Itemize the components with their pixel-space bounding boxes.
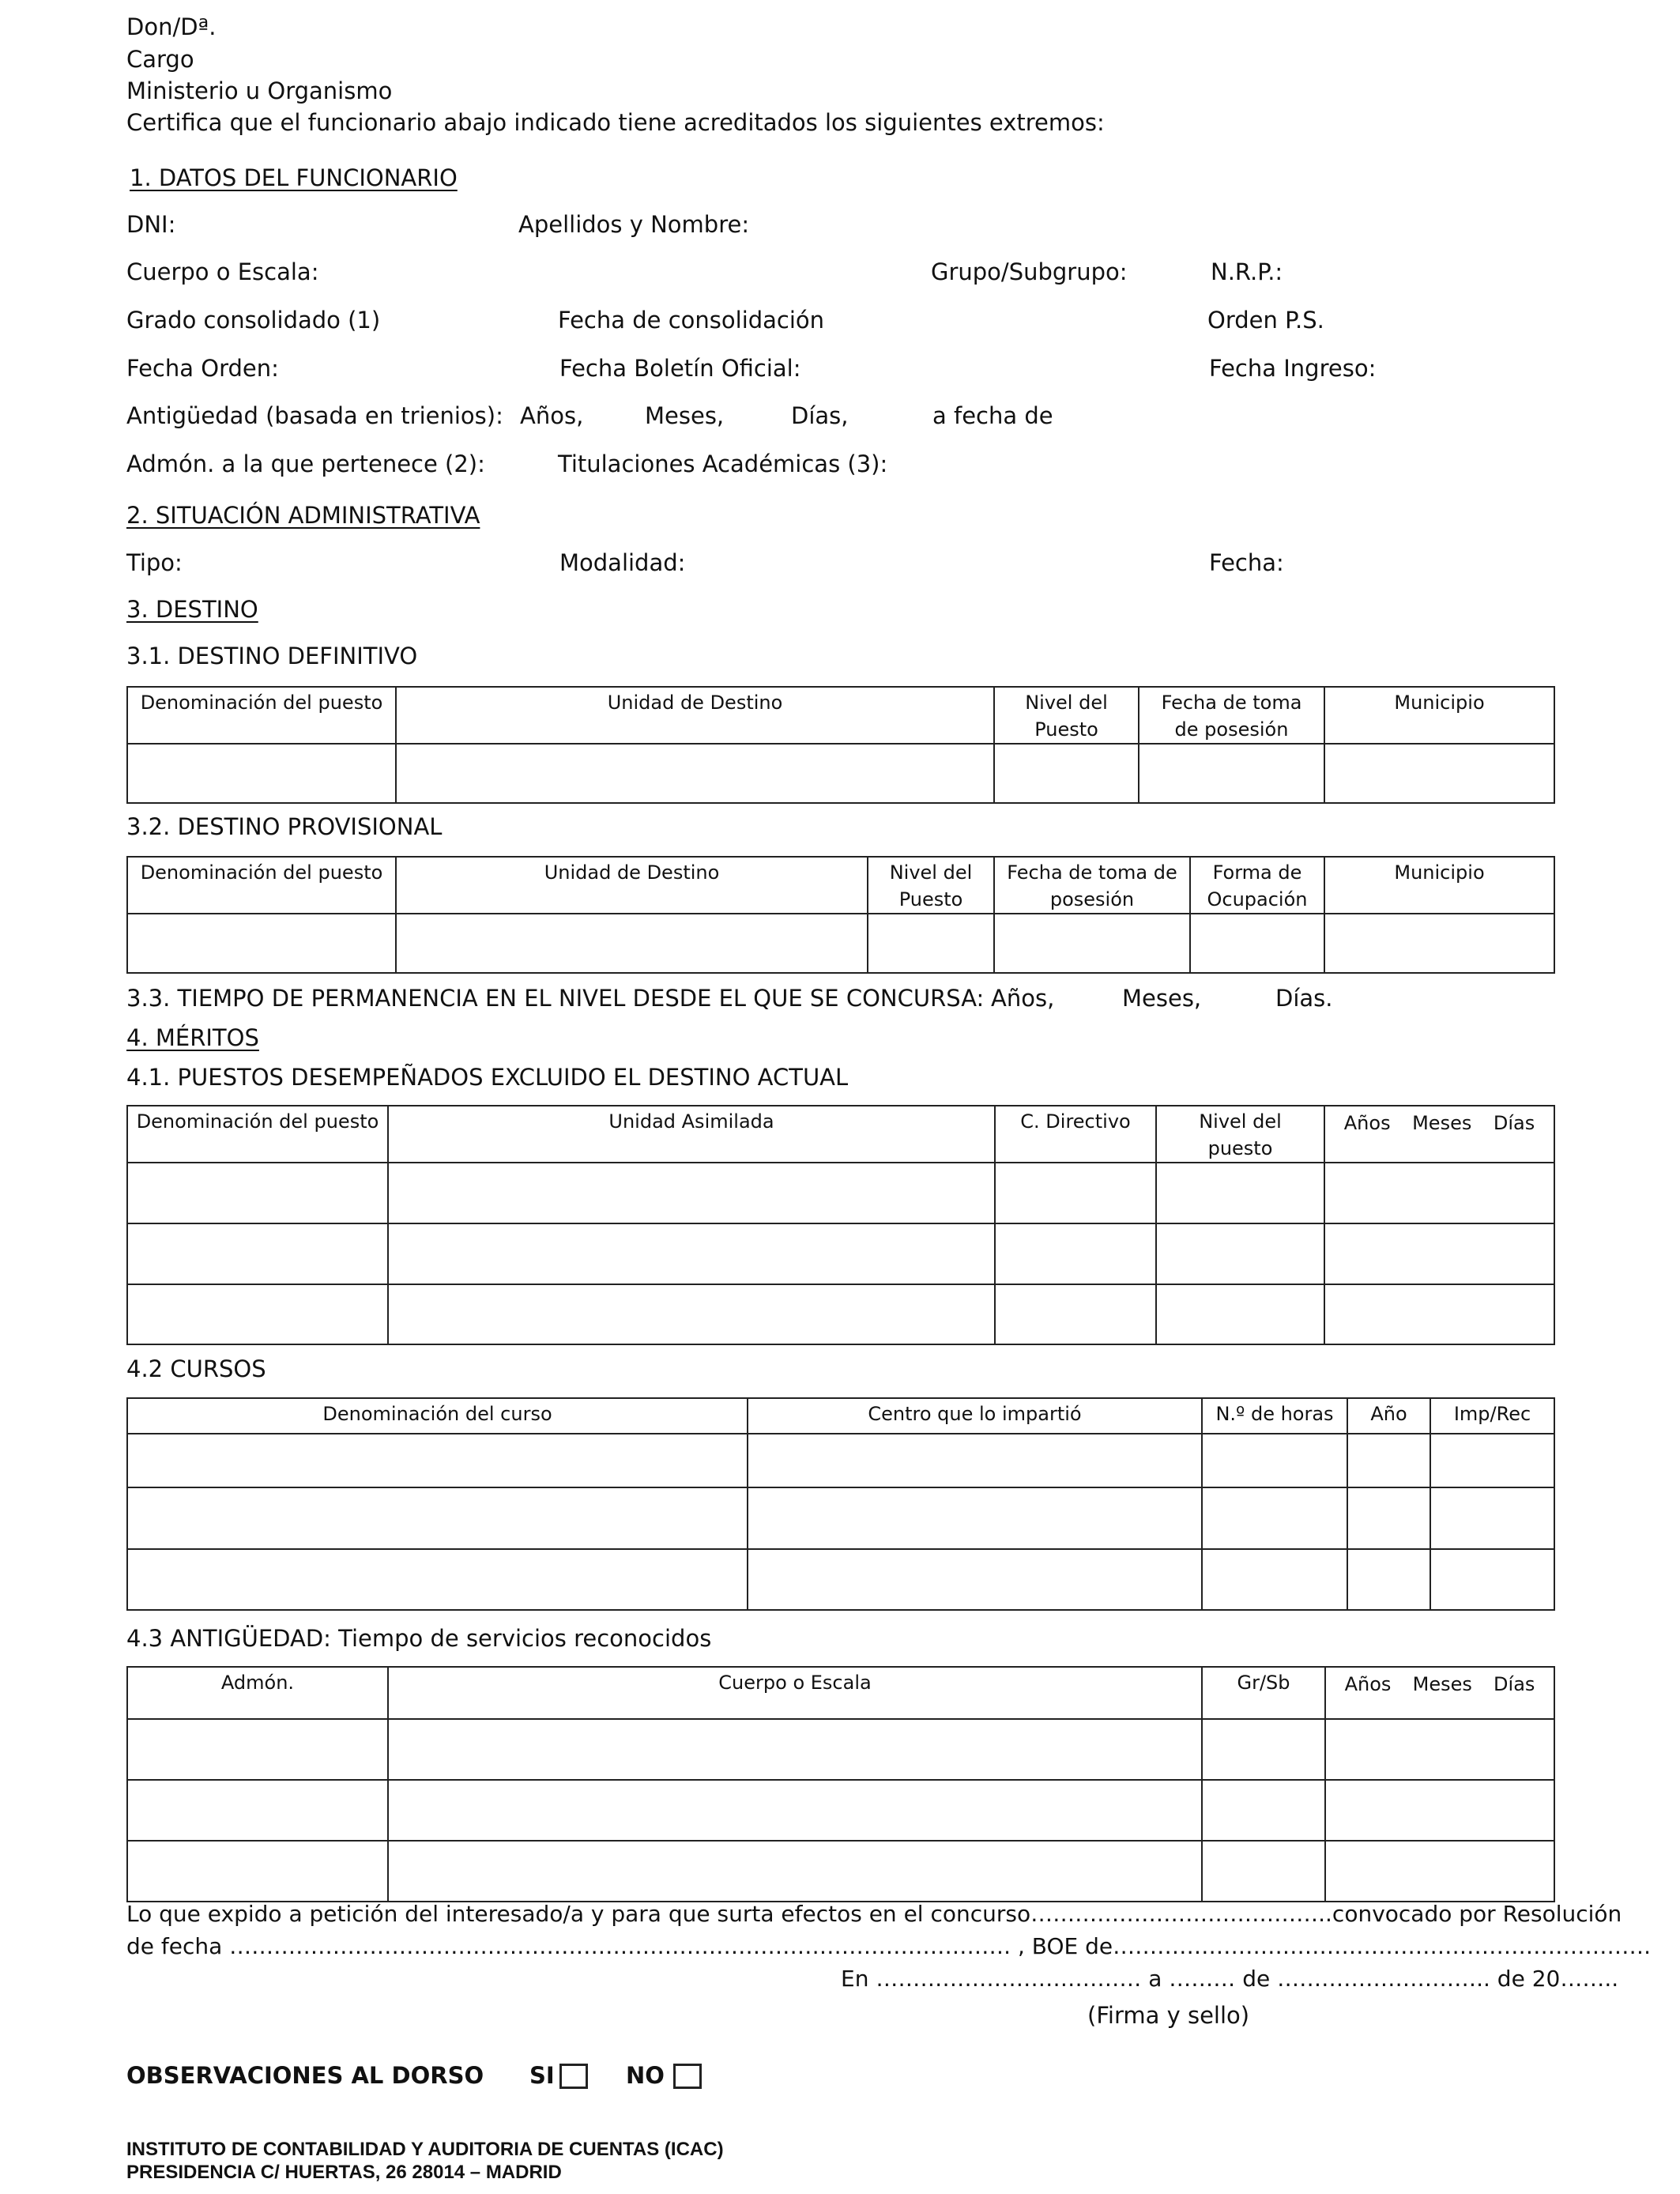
col-denominacion-curso: Denominación del curso	[127, 1398, 748, 1434]
tipo-label: Tipo:	[126, 549, 183, 576]
table-row	[127, 1719, 1554, 1780]
table-cell[interactable]	[1324, 1163, 1554, 1223]
si-checkbox[interactable]	[559, 2064, 588, 2089]
closing-line3: En ……………………………… a ……… de ……………………….. de 20……..	[841, 1966, 1619, 1992]
section2-title: 2. SITUACIÓN ADMINISTRATIVA	[126, 502, 480, 529]
table-cell[interactable]	[1324, 914, 1554, 973]
header-don: Don/Dª.	[126, 13, 217, 40]
table-row	[127, 1284, 1554, 1344]
table-cell[interactable]	[1156, 1223, 1324, 1284]
table-cell[interactable]	[1430, 1549, 1554, 1610]
table-cell[interactable]	[868, 914, 994, 973]
no-checkbox[interactable]	[673, 2064, 702, 2089]
dni-label: DNI:	[126, 211, 176, 238]
antiguedad-label: Antigüedad (basada en trienios):	[126, 402, 503, 429]
table-cell[interactable]	[1325, 1719, 1554, 1780]
table-cell[interactable]	[127, 744, 396, 803]
table-cell[interactable]	[127, 1487, 748, 1549]
grado-label: Grado consolidado (1)	[126, 307, 381, 334]
col-anos-meses-dias: Años Meses Días	[1324, 1106, 1554, 1163]
permanencia-label: 3.3. TIEMPO DE PERMANENCIA EN EL NIVEL DESDE EL QUE SE CONCURSA:	[126, 985, 985, 1012]
table-cell[interactable]	[388, 1284, 995, 1344]
table-cell[interactable]	[1139, 744, 1324, 803]
table-header-row	[127, 1667, 1554, 1719]
table-row	[127, 1780, 1554, 1841]
col-anos-meses-dias: Años Meses Días	[1325, 1667, 1554, 1719]
antiguedad-fecha: a fecha de	[932, 402, 1053, 429]
table-cell[interactable]	[1347, 1487, 1430, 1549]
table-row	[127, 1163, 1554, 1223]
table-cell[interactable]	[127, 1719, 388, 1780]
table-cell[interactable]	[1202, 1549, 1347, 1610]
table-cell[interactable]	[1347, 1434, 1430, 1487]
table-row	[127, 1223, 1554, 1284]
antiguedad-anos: Años,	[520, 402, 584, 429]
section1-title: 1. DATOS DEL FUNCIONARIO	[130, 164, 458, 191]
table-cell[interactable]	[1202, 1434, 1347, 1487]
table-row	[127, 1434, 1554, 1487]
puestos-desempenados-title: 4.1. PUESTOS DESEMPEÑADOS EXCLUIDO EL DESTINO ACTUAL	[126, 1064, 849, 1091]
table-cell[interactable]	[994, 914, 1190, 973]
col-gr-sb: Gr/Sb	[1202, 1667, 1325, 1719]
destino-provisional-title: 3.2. DESTINO PROVISIONAL	[126, 813, 443, 840]
antiguedad-title: 4.3 ANTIGÜEDAD: Tiempo de servicios reconocidos	[126, 1625, 712, 1652]
no-label: NO	[626, 2062, 665, 2089]
header-certifica: Certifica que el funcionario abajo indicado tiene acreditados los siguientes extremos:	[126, 109, 1105, 136]
table-cell[interactable]	[994, 744, 1139, 803]
table-row	[127, 914, 1554, 973]
antiguedad-dias: Días,	[791, 402, 849, 429]
table-cell[interactable]	[1324, 744, 1554, 803]
table-cell[interactable]	[396, 914, 868, 973]
table-cell[interactable]	[1325, 1780, 1554, 1841]
col-ano: Año	[1347, 1398, 1430, 1434]
fecha-label: Fecha:	[1209, 549, 1284, 576]
table-cell[interactable]	[127, 1841, 388, 1902]
table-cell[interactable]	[1156, 1284, 1324, 1344]
fecha-ingreso-label: Fecha Ingreso:	[1209, 355, 1377, 382]
si-label: SI	[529, 2062, 555, 2089]
table-header-row	[127, 1398, 1554, 1434]
fecha-consolidacion-label: Fecha de consolidación	[558, 307, 825, 334]
fecha-boletin-label: Fecha Boletín Oficial:	[559, 355, 801, 382]
table-cell[interactable]	[388, 1163, 995, 1223]
permanencia-dias: Días.	[1275, 985, 1333, 1012]
col-c-directivo: C. Directivo	[995, 1106, 1156, 1163]
col-unidad-asimilada: Unidad Asimilada	[388, 1106, 995, 1163]
col-admon: Admón.	[127, 1667, 388, 1719]
footer-address: PRESIDENCIA C/ HUERTAS, 26 28014 – MADRID	[126, 2162, 562, 2183]
table-cell[interactable]	[127, 1780, 388, 1841]
destino-definitivo-table	[126, 686, 1555, 804]
modalidad-label: Modalidad:	[559, 549, 686, 576]
table-cell[interactable]	[748, 1434, 1202, 1487]
table-cell[interactable]	[1325, 1841, 1554, 1902]
orden-ps-label: Orden P.S.	[1207, 307, 1324, 334]
destino-provisional-table	[126, 856, 1555, 974]
antiguedad-table	[126, 1666, 1555, 1902]
col-municipio: Municipio	[1324, 687, 1554, 744]
col-denominacion: Denominación del puesto	[127, 857, 396, 914]
grupo-label: Grupo/Subgrupo:	[931, 258, 1128, 285]
table-cell[interactable]	[1430, 1434, 1554, 1487]
permanencia-meses: Meses,	[1122, 985, 1202, 1012]
table-cell[interactable]	[1324, 1223, 1554, 1284]
footer-institute: INSTITUTO DE CONTABILIDAD Y AUDITORIA DE CUENTAS (ICAC)	[126, 2139, 724, 2160]
table-header-row	[127, 687, 1554, 744]
table-header-row	[127, 1106, 1554, 1163]
nrp-label: N.R.P.:	[1211, 258, 1283, 285]
closing-line1: Lo que expido a petición del interesado/a y para que surta efectos en el concurso…………………………………..convocado por Resolución	[126, 1901, 1622, 1927]
cursos-title: 4.2 CURSOS	[126, 1355, 266, 1382]
table-cell[interactable]	[396, 744, 994, 803]
table-header-row	[127, 857, 1554, 914]
table-cell[interactable]	[748, 1549, 1202, 1610]
titulaciones-label: Titulaciones Académicas (3):	[558, 450, 888, 477]
col-cuerpo-escala: Cuerpo o Escala	[388, 1667, 1202, 1719]
table-row	[127, 1841, 1554, 1902]
apellidos-label: Apellidos y Nombre:	[518, 211, 750, 238]
destino-definitivo-title: 3.1. DESTINO DEFINITIVO	[126, 643, 418, 669]
table-cell[interactable]	[388, 1841, 1202, 1902]
header-ministerio: Ministerio u Organismo	[126, 77, 393, 104]
table-cell[interactable]	[388, 1223, 995, 1284]
col-municipio: Municipio	[1324, 857, 1554, 914]
col-unidad-destino: Unidad de Destino	[396, 857, 868, 914]
table-cell[interactable]	[748, 1487, 1202, 1549]
table-cell[interactable]	[127, 914, 396, 973]
table-cell[interactable]	[1190, 914, 1324, 973]
col-fecha-toma: Fecha de toma de posesión	[994, 857, 1190, 914]
table-cell[interactable]	[995, 1163, 1156, 1223]
table-cell[interactable]	[1202, 1487, 1347, 1549]
closing-line2: de fecha ……………………………………………………………………………………………. , BOE de……………………………………………………………….	[126, 1933, 1652, 1959]
table-cell[interactable]	[1156, 1163, 1324, 1223]
table-cell[interactable]	[1430, 1487, 1554, 1549]
table-cell[interactable]	[1347, 1549, 1430, 1610]
table-row	[127, 744, 1554, 803]
table-cell[interactable]	[127, 1223, 388, 1284]
col-fecha-toma: Fecha de toma de posesión	[1139, 687, 1324, 744]
table-cell[interactable]	[1324, 1284, 1554, 1344]
section3-title: 3. DESTINO	[126, 596, 258, 623]
fecha-orden-label: Fecha Orden:	[126, 355, 279, 382]
col-denominacion: Denominación del puesto	[127, 1106, 388, 1163]
table-cell[interactable]	[388, 1780, 1202, 1841]
cuerpo-label: Cuerpo o Escala:	[126, 258, 319, 285]
header-cargo: Cargo	[126, 46, 194, 73]
observaciones-label: OBSERVACIONES AL DORSO	[126, 2062, 484, 2089]
cursos-table	[126, 1397, 1555, 1611]
table-row	[127, 1487, 1554, 1549]
antiguedad-meses: Meses,	[645, 402, 725, 429]
table-row	[127, 1549, 1554, 1610]
puestos-desempenados-table	[126, 1105, 1555, 1345]
section4-title: 4. MÉRITOS	[126, 1024, 259, 1051]
col-imp-rec: Imp/Rec	[1430, 1398, 1554, 1434]
table-cell[interactable]	[995, 1284, 1156, 1344]
table-cell[interactable]	[127, 1284, 388, 1344]
table-cell[interactable]	[1202, 1719, 1325, 1780]
table-cell[interactable]	[1202, 1841, 1325, 1902]
col-nivel-puesto: Nivel del Puesto	[994, 687, 1139, 744]
table-cell[interactable]	[127, 1549, 748, 1610]
admon-label: Admón. a la que pertenece (2):	[126, 450, 485, 477]
table-cell[interactable]	[127, 1163, 388, 1223]
col-forma-ocupacion: Forma de Ocupación	[1190, 857, 1324, 914]
col-unidad-destino: Unidad de Destino	[396, 687, 994, 744]
table-cell[interactable]	[127, 1434, 748, 1487]
col-nivel-puesto: Nivel del puesto	[1156, 1106, 1324, 1163]
table-cell[interactable]	[388, 1719, 1202, 1780]
col-nivel-puesto: Nivel del Puesto	[868, 857, 994, 914]
col-centro: Centro que lo impartió	[748, 1398, 1202, 1434]
table-cell[interactable]	[995, 1223, 1156, 1284]
permanencia-anos: Años,	[991, 985, 1055, 1012]
col-denominacion: Denominación del puesto	[127, 687, 396, 744]
col-horas: N.º de horas	[1202, 1398, 1347, 1434]
firma-sello: (Firma y sello)	[1087, 2002, 1250, 2029]
table-cell[interactable]	[1202, 1780, 1325, 1841]
